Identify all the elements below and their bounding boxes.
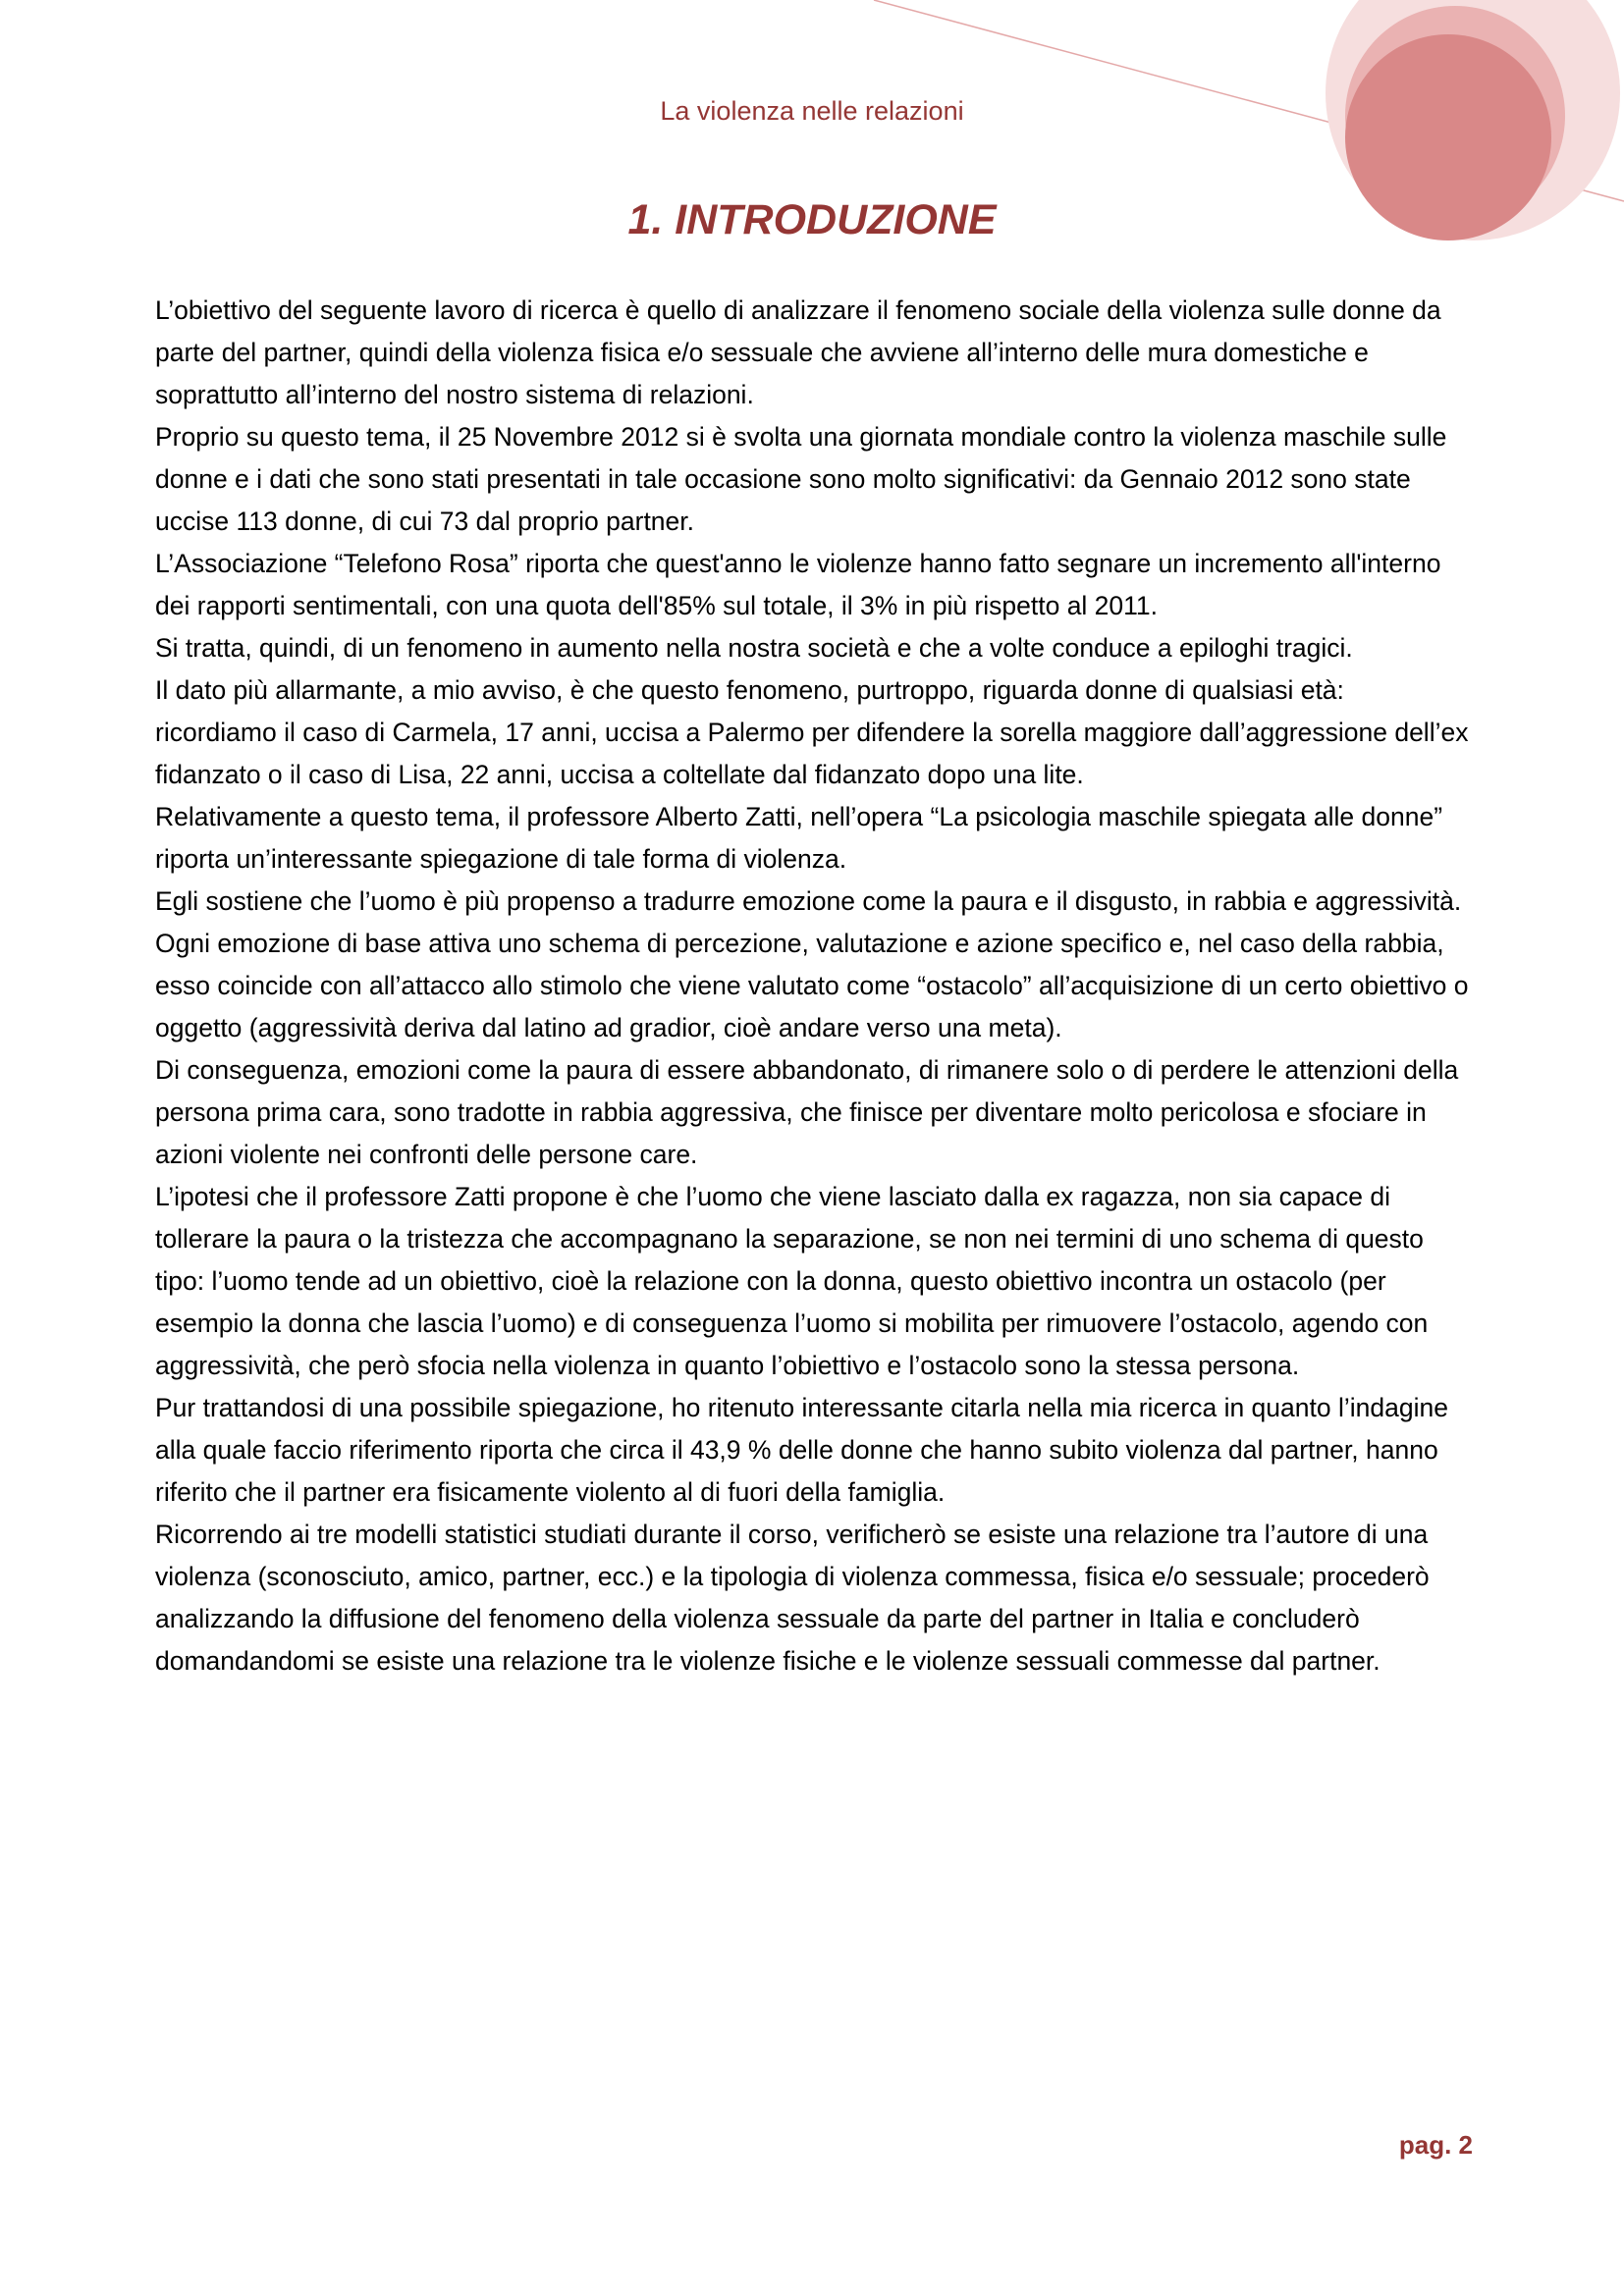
paragraph: L’ipotesi che il professore Zatti propone è che l’uomo che viene lasciato dalla ex ragazza, non sia capace di tollerare la paura o la tristezza che accompagnano la separazione, se non nei termini di uno schema di questo tipo: l’uomo tende ad un obiettivo, cioè la relazione con la donna, questo obiettivo incontra un ostacolo (per esempio la donna che lascia l’uomo) e di conseguenza l’uomo si mobilita per rimuovere l’ostacolo, agendo con aggressività, che però sfocia nella violenza in quanto l’obiettivo e l’ostacolo sono la stessa persona.: [155, 1182, 1429, 1380]
paragraph: Relativamente a questo tema, il professore Alberto Zatti, nell’opera “La psicologia maschile spiegata alle donne” riporta un’interessante spiegazione di tale forma di violenza.: [155, 802, 1443, 874]
running-header: La violenza nelle relazioni: [660, 96, 964, 126]
paragraph: Ogni emozione di base attiva uno schema di percezione, valutazione e azione specifico e, nel caso della rabbia, esso coincide con all’attacco allo stimolo che viene valutato come “ostacolo” all’acquisizione di un certo obiettivo o oggetto (aggressività deriva dal latino ad gradior, cioè andare verso una meta).: [155, 929, 1469, 1042]
paragraph: Proprio su questo tema, il 25 Novembre 2012 si è svolta una giornata mondiale contro la violenza maschile sulle donne e i dati che sono stati presentati in tale occasione sono molto significativi: da Gennaio 2012 sono state uccise 113 donne, di cui 73 dal proprio partner.: [155, 422, 1447, 536]
paragraph: Egli sostiene che l’uomo è più propenso a tradurre emozione come la paura e il disgusto, in rabbia e aggressività.: [155, 886, 1462, 916]
paragraph: Ricorrendo ai tre modelli statistici studiati durante il corso, verificherò se esiste una relazione tra l’autore di una violenza (sconosciuto, amico, partner, ecc.) e la tipologia di violenza commessa, fisica e/o sessuale; procederò analizzando la diffusione del fenomeno della violenza sessuale da parte del partner in Italia e concluderò domandandomi se esiste una relazione tra le violenze fisiche e le violenze sessuali commesse dal partner.: [155, 1520, 1430, 1676]
paragraph: L’Associazione “Telefono Rosa” riporta che quest'anno le violenze hanno fatto segnare un incremento all'interno dei rapporti sentimentali, con una quota dell'85% sul totale, il 3% in più rispetto al 2011.: [155, 549, 1441, 620]
body-text: [155, 290, 1471, 1682]
paragraph: Il dato più allarmante, a mio avviso, è che questo fenomeno, purtroppo, riguarda donne di qualsiasi età: ricordiamo il caso di Carmela, 17 anni, uccisa a Palermo per difendere la sorella maggiore dall’aggressione dell’ex fidanzato o il caso di Lisa, 22 anni, uccisa a coltellate dal fidanzato dopo una lite.: [155, 675, 1469, 789]
chapter-title: 1. INTRODUZIONE: [627, 196, 997, 243]
paragraph: Di conseguenza, emozioni come la paura di essere abbandonato, di rimanere solo o di perdere le attenzioni della persona prima cara, sono tradotte in rabbia aggressiva, che finisce per diventare molto pericolosa e sfociare in azioni violente nei confronti delle persone care.: [155, 1055, 1459, 1169]
page-number: pag. 2: [1398, 2130, 1473, 2160]
paragraph: L’obiettivo del seguente lavoro di ricerca è quello di analizzare il fenomeno sociale della violenza sulle donne da parte del partner, quindi della violenza fisica e/o sessuale che avviene all’interno delle mura domestiche e soprattutto all’interno del nostro sistema di relazioni.: [155, 295, 1441, 409]
paragraph: Pur trattandosi di una possibile spiegazione, ho ritenuto interessante citarla nella mia ricerca in quanto l’indagine alla quale faccio riferimento riporta che circa il 43,9 % delle donne che hanno subito violenza dal partner, hanno riferito che il partner era fisicamente violento al di fuori della famiglia.: [155, 1393, 1448, 1507]
paragraph: Si tratta, quindi, di un fenomeno in aumento nella nostra società e che a volte conduce a epiloghi tragici.: [155, 633, 1353, 663]
